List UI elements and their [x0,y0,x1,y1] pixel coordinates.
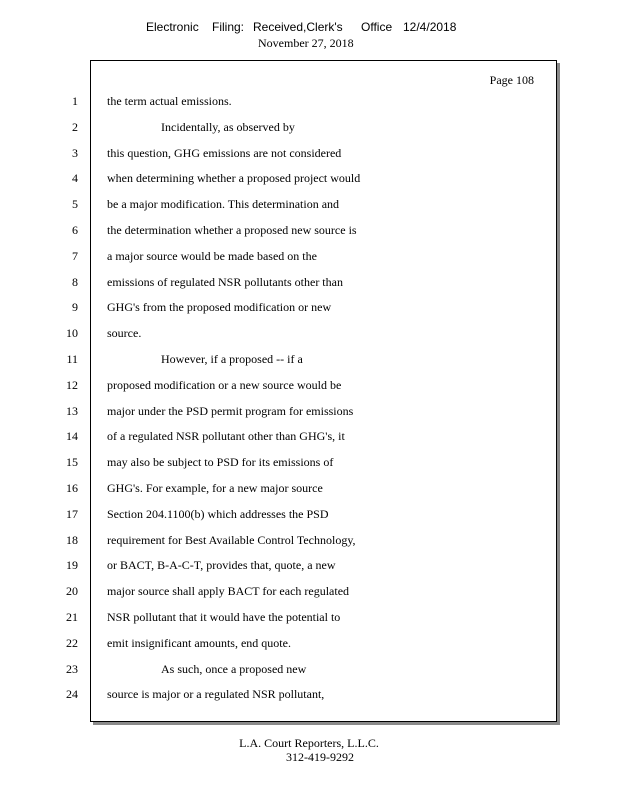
line-text: a major source would be made based on the [107,248,317,263]
line-number: 17 [66,506,78,521]
line-text: of a regulated NSR pollutant other than GHG's, it [107,429,345,444]
transcript-date: November 27, 2018 [258,36,354,50]
line-text: source. [107,326,142,341]
line-text: major under the PSD permit program for emissions [107,403,354,418]
line-number: 18 [66,532,78,547]
filing-word-office: Office [361,20,393,34]
line-number: 9 [72,300,78,315]
transcript-line [0,687,618,707]
filing-word-filing: Filing: [212,20,245,34]
transcript-line [0,378,618,398]
line-text: As such, once a proposed new [161,661,307,676]
line-number: 16 [66,481,78,495]
transcript-line [0,275,618,295]
transcript-line [0,533,618,553]
line-text: or BACT, B-A-C-T, provides that, quote, a new [107,558,336,573]
page-number: Page 108 [489,73,534,87]
transcript-line [0,249,618,269]
line-number: 13 [66,403,78,418]
court-reporter-phone: 312-419-9292 [286,750,354,764]
line-number: 19 [66,558,78,573]
transcript-line [0,558,618,578]
line-text: GHG's from the proposed modification or new [107,300,332,315]
line-number: 7 [72,248,78,263]
filing-word-received: Received,Clerk's [253,20,343,34]
line-text: requirement for Best Available Control Technology, [107,532,356,547]
line-number: 12 [66,377,78,392]
line-text: emit insignificant amounts, end quote. [107,635,291,650]
line-text: Incidentally, as observed by [161,119,295,134]
transcript-line [0,300,618,320]
line-number: 4 [72,171,78,186]
line-number: 21 [66,610,78,624]
line-number: 3 [72,145,78,160]
line-number: 6 [72,223,78,237]
line-text: source is major or a regulated NSR pollutant, [107,687,325,702]
line-text: may also be subject to PSD for its emissions of [107,455,334,470]
transcript-line [0,636,618,656]
line-number: 14 [66,429,78,444]
line-text: Section 204.1100(b) which addresses the PSD [107,506,329,521]
line-number: 10 [66,326,78,341]
transcript-line [0,223,618,243]
transcript-line [0,429,618,449]
line-number: 15 [66,455,78,470]
line-number: 22 [66,635,78,650]
line-text: However, if a proposed -- if a [161,352,303,366]
line-text: emissions of regulated NSR pollutants other than [107,274,343,289]
line-text: the term actual emissions. [107,94,232,108]
line-text: the determination whether a proposed new source is [107,223,357,237]
line-number: 20 [66,584,78,599]
transcript-line [0,352,618,372]
transcript-line [0,146,618,166]
line-text: this question, GHG emissions are not considered [107,145,342,160]
line-number: 11 [66,352,78,366]
filing-stamp-date: 12/4/2018 [403,20,457,34]
filing-word-electronic: Electronic [146,20,199,34]
transcript-line [0,584,618,604]
transcript-line [0,120,618,140]
line-number: 1 [72,94,78,108]
transcript-line [0,326,618,346]
transcript-line [0,171,618,191]
transcript-line [0,404,618,424]
transcript-line [0,507,618,527]
transcript-line [0,481,618,501]
transcript-line [0,94,618,114]
line-text: be a major modification. This determination and [107,197,340,212]
court-reporter-name: L.A. Court Reporters, L.L.C. [239,736,379,750]
transcript-line [0,662,618,682]
transcript-line [0,610,618,630]
line-text: major source shall apply BACT for each regulated [107,584,350,599]
line-number: 5 [72,197,78,212]
page-footer [0,736,618,764]
line-number: 24 [66,687,78,702]
line-text: NSR pollutant that it would have the potential to [107,610,341,624]
line-text: GHG's. For example, for a new major source [107,481,323,495]
line-text: proposed modification or a new source would be [107,377,342,392]
line-number: 23 [66,661,78,676]
line-text: when determining whether a proposed project would [107,171,361,186]
transcript-line [0,197,618,217]
line-number: 2 [72,119,78,134]
transcript-line [0,455,618,475]
line-number: 8 [72,274,78,289]
